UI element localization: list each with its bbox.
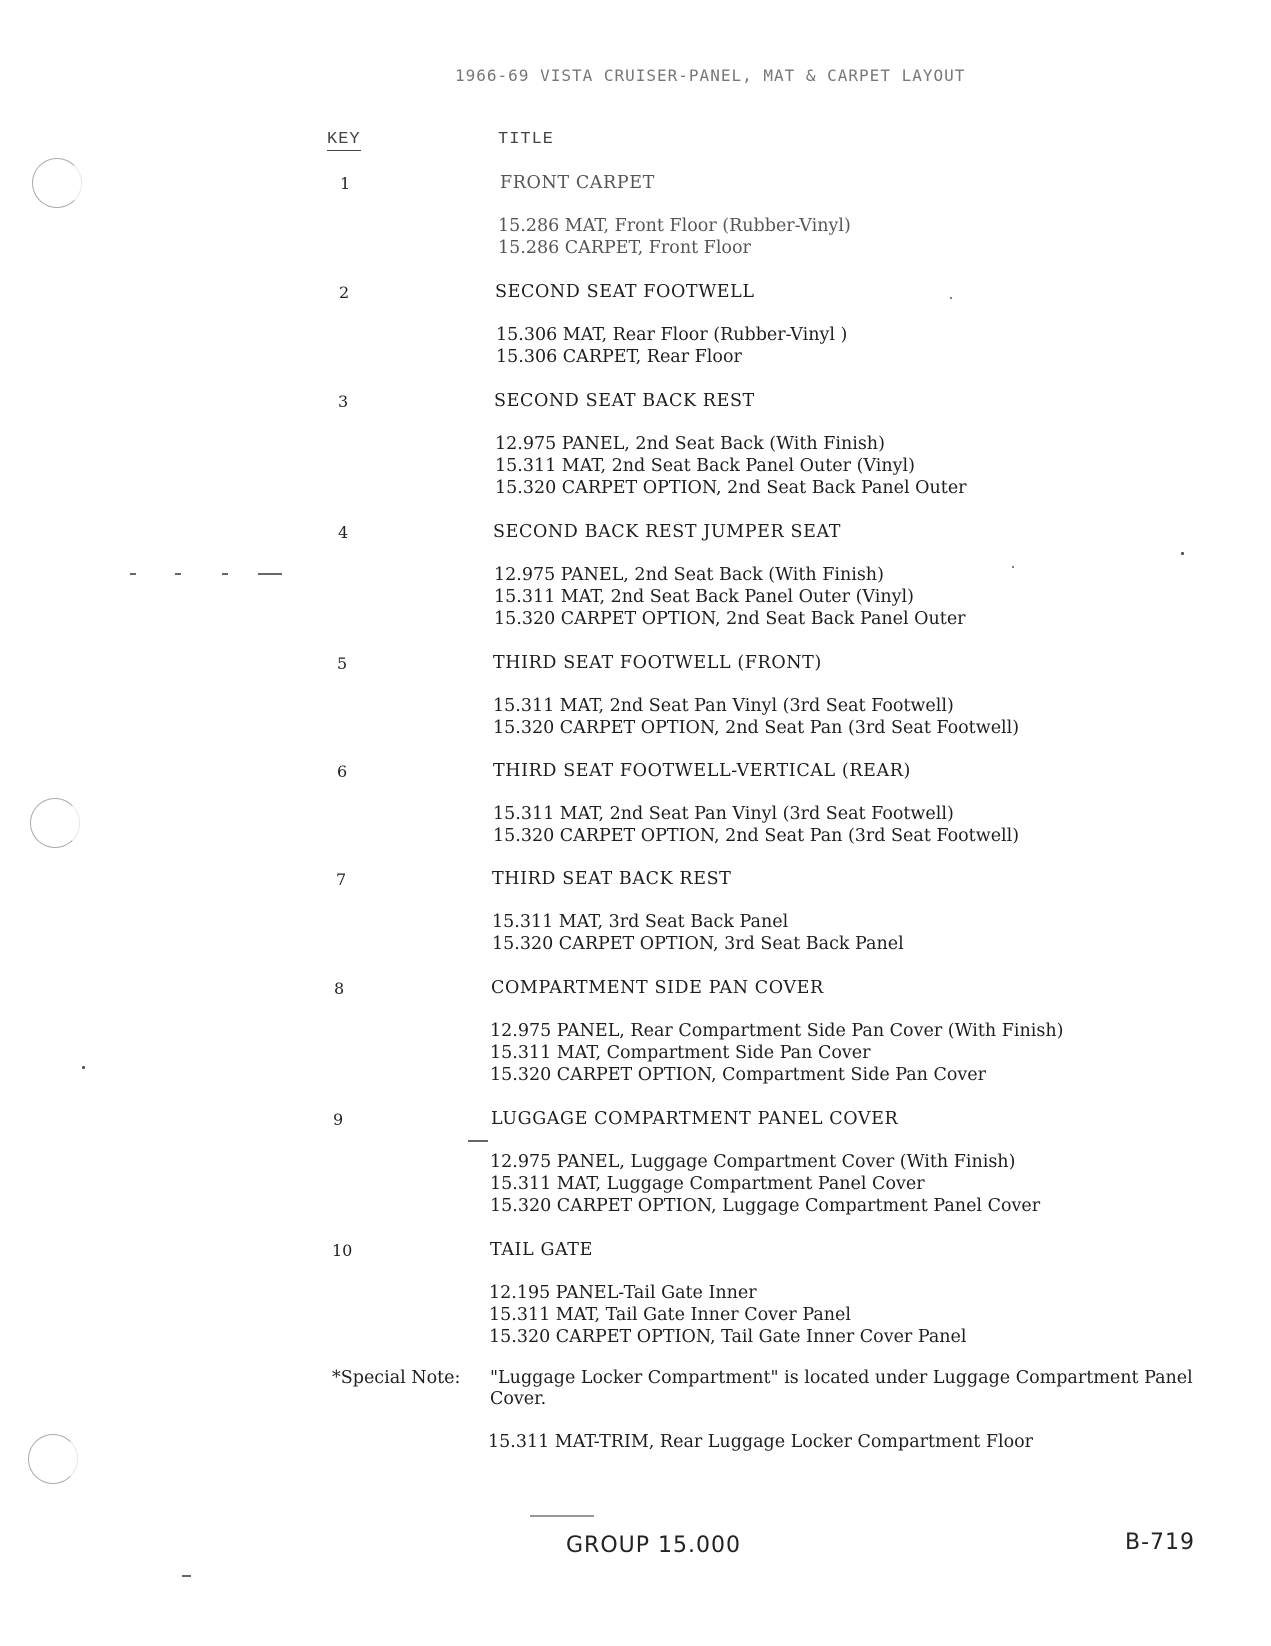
document-title: 1966-69 VISTA CRUISER-PANEL, MAT & CARPET LAYOUT bbox=[455, 66, 966, 85]
section-key: 6 bbox=[337, 762, 348, 781]
section-key: 7 bbox=[336, 870, 347, 889]
section-key: 8 bbox=[334, 979, 345, 998]
section-title: TAIL GATE bbox=[490, 1240, 593, 1260]
special-note-item: 15.311 MAT-TRIM, Rear Luggage Locker Compartment Floor bbox=[488, 1432, 1034, 1452]
list-item: 15.311 MAT, Compartment Side Pan Cover bbox=[490, 1043, 871, 1063]
list-item: 15.311 MAT, 2nd Seat Back Panel Outer (Vinyl) bbox=[495, 456, 915, 476]
section-items bbox=[496, 324, 847, 368]
section-items bbox=[490, 1151, 1040, 1217]
list-item: 12.975 PANEL, Luggage Compartment Cover (With Finish) bbox=[490, 1152, 1016, 1172]
list-item: 15.311 MAT, 2nd Seat Pan Vinyl (3rd Seat Footwell) bbox=[493, 696, 954, 716]
special-note-text: "Luggage Locker Compartment" is located under Luggage Compartment Panel Cover. bbox=[490, 1368, 1193, 1409]
section-items bbox=[494, 564, 966, 630]
punch-hole-middle bbox=[30, 798, 80, 848]
scan-mark bbox=[130, 573, 136, 575]
list-item: 15.320 CARPET OPTION, 2nd Seat Pan (3rd Seat Footwell) bbox=[493, 718, 1020, 738]
list-item: 15.311 MAT, Luggage Compartment Panel Cover bbox=[490, 1174, 925, 1194]
section-items bbox=[498, 215, 851, 259]
list-item: 15.320 CARPET OPTION, 2nd Seat Back Panel Outer bbox=[494, 609, 966, 629]
list-item: 15.286 CARPET, Front Floor bbox=[498, 238, 751, 258]
section-key: 1 bbox=[340, 174, 351, 193]
section-items bbox=[489, 1282, 967, 1348]
scan-mark bbox=[182, 1575, 191, 1577]
section-title: SECOND BACK REST JUMPER SEAT bbox=[493, 522, 841, 542]
section-title: LUGGAGE COMPARTMENT PANEL COVER bbox=[491, 1109, 899, 1129]
section-key: 5 bbox=[337, 654, 348, 673]
section-title: SECOND SEAT BACK REST bbox=[494, 391, 755, 411]
list-item: 15.286 MAT, Front Floor (Rubber-Vinyl) bbox=[498, 216, 851, 236]
scan-mark bbox=[222, 573, 228, 575]
list-item: 15.320 CARPET OPTION, Tail Gate Inner Cover Panel bbox=[489, 1327, 967, 1347]
section-title: THIRD SEAT BACK REST bbox=[492, 869, 732, 889]
section-key: 4 bbox=[338, 523, 349, 542]
list-item: 15.311 MAT, 2nd Seat Pan Vinyl (3rd Seat Footwell) bbox=[493, 804, 954, 824]
special-note-label: *Special Note: bbox=[332, 1368, 461, 1388]
list-item: 15.320 CARPET OPTION, Compartment Side Pan Cover bbox=[490, 1065, 987, 1085]
scan-speck bbox=[1181, 552, 1184, 555]
list-item: 15.320 CARPET OPTION, Luggage Compartment Panel Cover bbox=[490, 1196, 1041, 1216]
section-items bbox=[493, 803, 1019, 847]
section-title: SECOND SEAT FOOTWELL bbox=[495, 282, 755, 302]
list-item: 15.311 MAT, 2nd Seat Back Panel Outer (Vinyl) bbox=[494, 587, 914, 607]
list-item: 15.320 CARPET OPTION, 2nd Seat Back Panel Outer bbox=[495, 478, 967, 498]
section-items bbox=[492, 911, 904, 955]
list-item: 12.975 PANEL, Rear Compartment Side Pan Cover (With Finish) bbox=[490, 1021, 1064, 1041]
section-key: 3 bbox=[338, 392, 349, 411]
list-item: 12.195 PANEL-Tail Gate Inner bbox=[489, 1283, 757, 1303]
list-item: 12.975 PANEL, 2nd Seat Back (With Finish) bbox=[495, 434, 885, 454]
section-title: COMPARTMENT SIDE PAN COVER bbox=[491, 978, 824, 998]
section-items bbox=[493, 695, 1019, 739]
list-item: 15.311 MAT, 3rd Seat Back Panel bbox=[492, 912, 789, 932]
scan-speck bbox=[950, 297, 952, 299]
title-column-header: TITLE bbox=[498, 130, 555, 149]
scan-mark bbox=[175, 573, 181, 575]
section-title: THIRD SEAT FOOTWELL-VERTICAL (REAR) bbox=[493, 761, 911, 781]
section-key: 10 bbox=[332, 1241, 353, 1260]
list-item: 15.306 CARPET, Rear Floor bbox=[496, 347, 742, 367]
section-items bbox=[495, 433, 967, 499]
scan-speck bbox=[82, 1066, 85, 1069]
footer-group-number: GROUP 15.000 bbox=[566, 1533, 741, 1558]
scan-mark bbox=[258, 573, 282, 575]
section-title: FRONT CARPET bbox=[500, 173, 655, 193]
section-title: THIRD SEAT FOOTWELL (FRONT) bbox=[493, 653, 822, 673]
list-item: 15.320 CARPET OPTION, 2nd Seat Pan (3rd Seat Footwell) bbox=[493, 826, 1020, 846]
list-item: 15.311 MAT, Tail Gate Inner Cover Panel bbox=[489, 1305, 851, 1325]
scan-mark bbox=[468, 1140, 488, 1142]
section-items bbox=[490, 1020, 1063, 1086]
scan-mark bbox=[530, 1515, 594, 1517]
section-key: 2 bbox=[339, 283, 350, 302]
list-item: 15.306 MAT, Rear Floor (Rubber-Vinyl ) bbox=[496, 325, 848, 345]
scan-speck bbox=[1012, 566, 1014, 568]
punch-hole-bottom bbox=[28, 1434, 78, 1484]
key-column-header: KEY bbox=[327, 130, 361, 149]
punch-hole-top bbox=[32, 158, 82, 208]
section-key: 9 bbox=[333, 1110, 344, 1129]
list-item: 12.975 PANEL, 2nd Seat Back (With Finish) bbox=[494, 565, 884, 585]
footer-page-number: B-719 bbox=[1125, 1530, 1196, 1555]
list-item: 15.320 CARPET OPTION, 3rd Seat Back Panel bbox=[492, 934, 904, 954]
